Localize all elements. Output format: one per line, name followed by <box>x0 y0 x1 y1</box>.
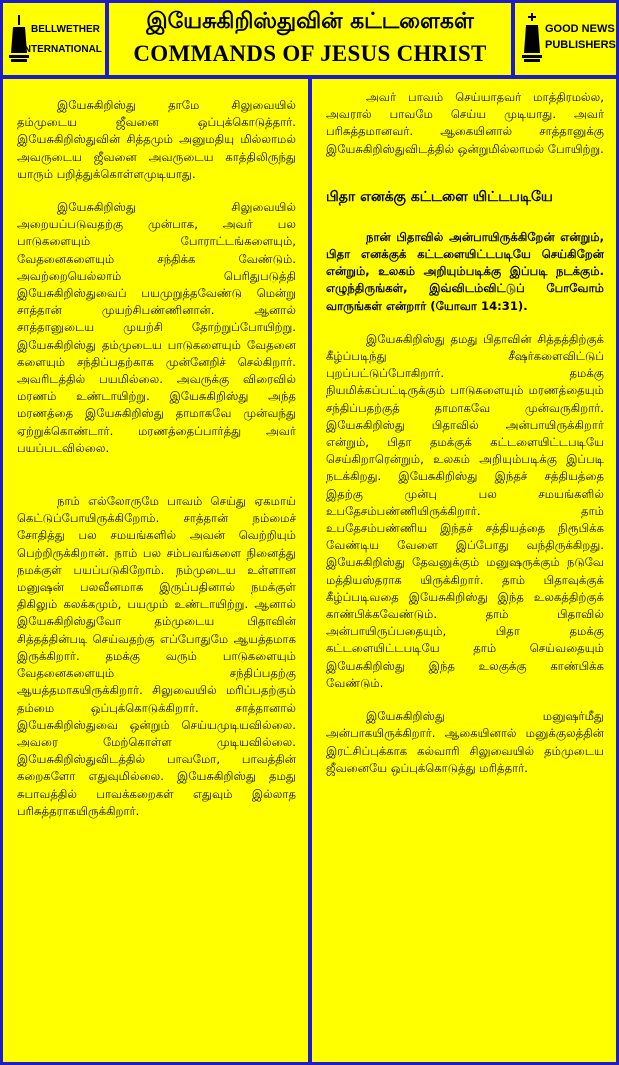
good-news-logo-box <box>515 3 616 75</box>
good-news-logo-icon <box>521 13 543 65</box>
title-box <box>109 3 511 75</box>
right-logo-line2: PUBLISHERS <box>545 39 616 51</box>
tamil-title: இயேசுகிறிஸ்துவின் கட்டளைகள் <box>146 9 474 34</box>
english-title: COMMANDS OF JESUS CHRIST <box>133 41 487 66</box>
left-paragraph-2: இயேசுகிறிஸ்து சிலுவையில் அறையப்படுவதற்கு முன்பாக, அவர் பல பாடுகளையும் போராட்டங்களையும், வேதனைகளையும் சந்திக்க வேண்டும். அவற்றையெல்லாம் பெரிதுபடுத்தி இயேசுகிறிஸ்துவைப் பயமுறுத்தவேண்டு மென்று சாத்தான் முயற்சிபண்ணினான். ஆனால் சாத்தானுடைய முயற்சி தோற்றுப்போயிற்று. இயேசுகிறிஸ்து தம்முடைய பாடுகளையும் வேதனை களையும் சந்திப்பதற்காக முன்னேறிச் செல்கிறார். அவரிடத்தில் பயமில்லை. அவருக்கு விரைவில் மரணம் உண்டாயிற்று. இயேசுகிறிஸ்து அந்த மரணத்தை இயேசுகிறிஸ்து தாமாகவே முன்வந்து ஏற்றுக்கொண்டார். மரணத்தைப்பார்த்து அவர் பயப்படவில்லை. <box>17 200 296 455</box>
left-paragraph-3: நாம் எல்லோருமே பாவம் செய்து ஏகமாய் கெட்டுப்போயிருக்கிறோம். சாத்தான் நம்மைச் சோதித்து பல சமயங்களில் அவன் வெற்றியும் பெற்றிருக்கிறான். நாம் பல சம்பவங்களை நினைத்து நமக்குள் பயப்படுகிறோம். நம்முடைய உள்ளான மனுஷன் பலவீனமாக இருப்பதினால் நமக்குள் திகிலும் கலக்கமும், பயமும் உண்டாயிற்று. ஆனால் இயேசுகிறிஸ்துவோ தம்முடைய பிதாவின் சித்தத்தின்படி செய்வதற்கு எப்போதுமே ஆயத்தமாக இருக்கிறார். தமக்கு வரும் பாடுகளையும் வேதனைகளையும் சந்திப்பதற்கு ஆயத்தமாகயிருக்கிறார். சிலுவையில் மரிப்பதற்கும் தம்மை ஒப்புக்கொடுக்கிறார். சாத்தானால் இயேசுகிறிஸ்துவை ஒன்றும் செய்யமுடியவில்லை. அவரை மேற்கொள்ள முடியவில்லை. இயேசுகிறிஸ்துவிடத்தில் பாவமோ, பாவத்தின் கறைகளோ எதுவுமில்லை. இயேசுகிறிஸ்து தமது சுபாவத்தில் பாவக்கறைகள் எதுவும் இல்லாத பரிசுத்தராகயிருக்கிறார். <box>17 494 296 818</box>
left-column <box>3 79 308 1062</box>
left-logo-line2: INTERNATIONAL <box>21 44 102 55</box>
right-column <box>312 79 616 1062</box>
left-paragraph-1: இயேசுகிறிஸ்து தாமே சிலுவையில் தம்முடைய ஜீவனை ஒப்புக்கொடுத்தார். இயேசுகிறிஸ்துவின் சித்தமும் அனுமதியு மில்லாமல் அவருடைய ஜீவனை அவருடைய காத்திலிருந்து யாரும் பறித்துக்கொள்ளமுடியாது. <box>17 98 296 181</box>
scripture-verse: நான் பிதாவில் அன்பாயிருக்கிறேன் என்றும், பிதா எனக்குக் கட்டளையிட்டபடியே செய்கிறேன் என்றும், உலகம் அறியும்படிக்கு இப்படி நடக்கும். எழுந்திருங்கள், இவ்விடம்விட்டுப் போவோம் வாருங்கள் என்றார் (யோவா 14:31). <box>326 229 604 313</box>
right-logo-line1: GOOD NEWS <box>545 23 615 35</box>
right-paragraph-3: இயேசுகிறிஸ்து மனுஷர்மீது அன்பாகயிருக்கிறார். ஆகையினால் மனுக்குலத்தின் இரட்சிப்புக்காக கல்வாரி சிலுவையில் தம்முடைய ஜீவனையே ஒப்புக்கொடுத்து மரித்தார். <box>326 709 604 775</box>
right-paragraph-1: அவர் பாவம் செய்யாதவர் மாத்திரமல்ல, அவரால் பாவமே செய்ய முடியாது. அவர் பரிசுத்தமானவர். ஆகையினால் சாத்தானுக்கு இயேசுகிறிஸ்துவிடத்தில் ஒன்றுமில்லாமல் போயிற்று. <box>326 90 604 156</box>
left-logo-line1: BELLWETHER <box>31 24 100 35</box>
bellwether-logo-box <box>3 3 105 75</box>
section-heading: பிதா எனக்கு கட்டளை யிட்டபடியே <box>326 188 553 205</box>
right-paragraph-2: இயேசுகிறிஸ்து தமது பிதாவின் சித்தத்திற்குக் கீழ்ப்படிந்து சீஷர்களைவிட்டுப் புறப்பட்டுப்போகிறார். தமக்கு நியமிக்கப்பட்டிருக்கும் பாடுகளையும் மரணத்தையும் சந்திப்பதற்குத் தாமாகவே முன்வருகிறார். இயேசுகிறிஸ்து பிதாவில் அன்பாயிருக்கிறார் என்றும், பிதா தமக்குக் கட்டளையிட்டபடியே செய்கிறாரென்றும், உலகம் அறியும்படிக்கு இப்படி நடக்கிறது. இயேசுகிறிஸ்து இந்தச் சத்தியத்தை இதற்கு முன்பு பல சமயங்களில் உபதேசம்பண்ணியிருக்கிறார். தாம் உபதேசம்பண்ணிய இந்தச் சத்தியத்தை நிரூபிக்க வேண்டிய வேளை இப்போது வந்திருக்கிறது. இயேசுகிறிஸ்து தேவனுக்கும் மனுஷருக்கும் நடுவே மத்தியஸ்தராக யிருக்கிறார். தாம் பிதாவுக்குக் கீழ்ப்படிவதை இயேசுகிறிஸ்து இந்த உலகத்திற்குக் காண்பிக்கவேண்டும். தாம் பிதாவில் அன்பாயிருப்பதையும், பிதா தமக்கு கட்டளையிட்டபடியே தாம் செய்வதையும் இயேசுகிறிஸ்து இந்த உலகுக்கு காண்பிக்க வேண்டும். <box>326 331 604 690</box>
